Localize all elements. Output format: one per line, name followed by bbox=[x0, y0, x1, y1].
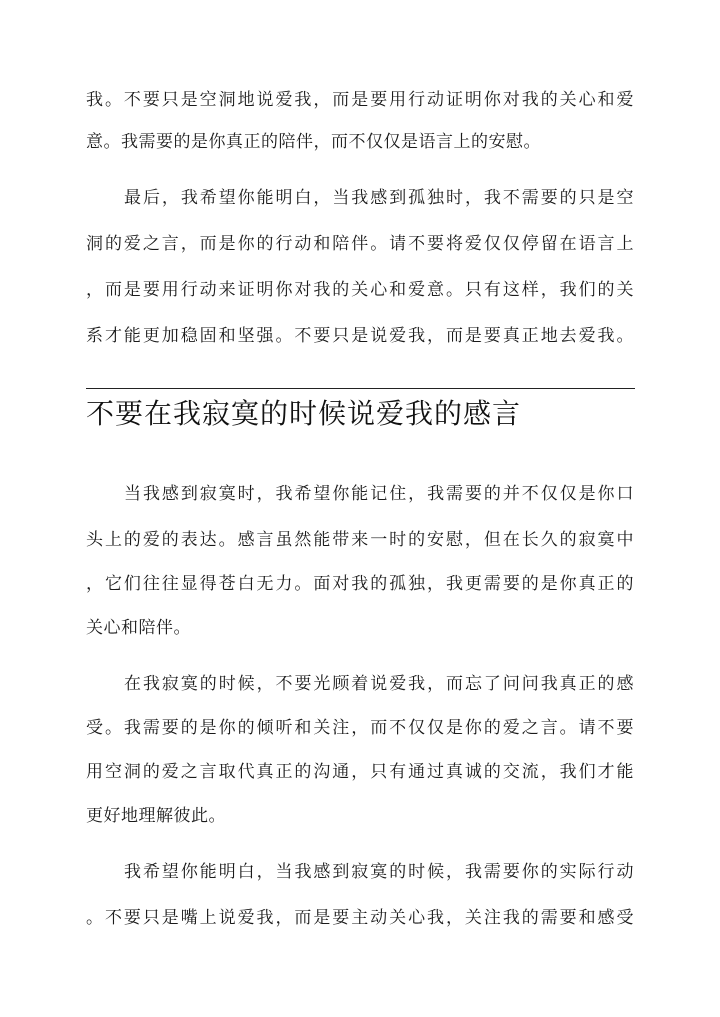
paragraph-line: 洞的爱之言，而是你的行动和陪伴。请不要将爱仅仅停留在语言上 bbox=[86, 234, 634, 254]
paragraph-line: 最后，我希望你能明白，当我感到孤独时，我不需要的只是空 bbox=[124, 188, 634, 208]
paragraph-line: 头上的爱的表达。感言虽然能带来一时的安慰，但在长久的寂寞中 bbox=[86, 530, 634, 550]
paragraph-line: 我。不要只是空洞地说爱我，而是要用行动证明你对我的关心和爱 bbox=[86, 90, 634, 110]
paragraph-line: 系才能更加稳固和坚强。不要只是说爱我，而是要真正地去爱我。 bbox=[86, 326, 634, 346]
paragraph-line: 受。我需要的是你的倾听和关注，而不仅仅是你的爱之言。请不要 bbox=[86, 718, 634, 738]
section-divider bbox=[86, 388, 635, 389]
paragraph-line: 更好地理解彼此。 bbox=[86, 806, 226, 826]
paragraph-line: 用空洞的爱之言取代真正的沟通，只有通过真诚的交流，我们才能 bbox=[86, 762, 634, 782]
paragraph-line: 当我感到寂寞时，我希望你能记住，我需要的并不仅仅是你口 bbox=[124, 484, 634, 504]
paragraph-line: 我希望你能明白，当我感到寂寞的时候，我需要你的实际行动 bbox=[124, 862, 634, 882]
paragraph-line: 关心和陪伴。 bbox=[86, 618, 191, 638]
paragraph-line: ，它们往往显得苍白无力。面对我的孤独，我更需要的是你真正的 bbox=[86, 574, 634, 594]
paragraph-line: 意。我需要的是你真正的陪伴，而不仅仅是语言上的安慰。 bbox=[86, 132, 541, 152]
paragraph-line: 。不要只是嘴上说爱我，而是要主动关心我，关注我的需要和感受 bbox=[86, 908, 634, 928]
paragraph-line: ，而是要用行动来证明你对我的关心和爱意。只有这样，我们的关 bbox=[86, 280, 634, 300]
paragraph-line: 在我寂寞的时候，不要光顾着说爱我，而忘了问问我真正的感 bbox=[124, 674, 634, 694]
section-heading: 不要在我寂寞的时候说爱我的感言 bbox=[86, 397, 522, 430]
